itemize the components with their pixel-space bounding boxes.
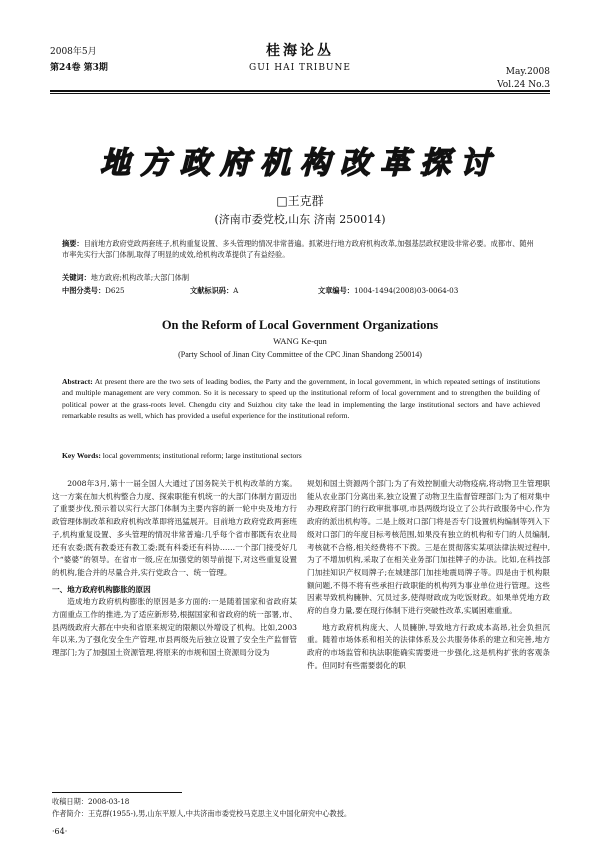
abstract-en-label: Abstract:: [62, 377, 93, 386]
article-title-en: On the Reform of Local Government Organizations: [161, 318, 439, 332]
article-no-label: 文章编号：: [318, 286, 354, 295]
footnote-author-bio: 作者简介：王克群(1955-),男,山东平原人,中共济南市委党校马克思主义中国化研究中心教授。: [52, 809, 352, 818]
abstract-cn-label: 摘要：: [62, 239, 84, 248]
header-rule-thin: [50, 93, 550, 94]
keywords-en-text: local governments; institutional reform; large institutional sectors: [102, 451, 302, 460]
document-code: [190, 285, 238, 296]
doc-code-value: A: [233, 286, 239, 295]
clc-label: 中图分类号：: [62, 286, 106, 295]
article-title-cn: 地方政府机构改革探讨: [100, 146, 500, 181]
footnote-rule: [52, 792, 182, 793]
page-number: ·64·: [52, 827, 68, 836]
header-volume-right: Vol.24 No.3: [497, 80, 550, 90]
body-paragraph: 2008年3月,第十一届全国人大通过了国务院关于机构改革的方案。这一方案在加大机构整合力度、探索职能有机统一的大部门体制方面迈出了重要步伐,预示着以实行大部门体制为主要内容的新一轮中央及地方行政管理体制改革和政府机构改革即将迅猛展开。目前地方政府党政两套班子,机构重复设置、多头管理的情况非常普遍:几乎每个省市都既有农业局还有农委;既有教委还有教工委;既有科委还有科协……一个部门接受好几个“婆婆”的领导。在省市一级,应在加强党的领导前提下,对这些重复设置的机构,能合并的尽量合并,实行党政合一、统一管理。: [52, 479, 297, 577]
doc-code-label: 文献标识码：: [190, 286, 234, 295]
keywords-en: [62, 450, 540, 461]
journal-title-cn: 桂海论丛: [266, 43, 334, 59]
header-date-left: 2008年5月: [50, 47, 97, 57]
footnote-received: 收稿日期：2008-03-18: [52, 797, 130, 806]
author-en: WANG Ke-qun: [273, 336, 327, 346]
journal-title-en: GUI HAI TRIBUNE: [249, 63, 351, 73]
body-paragraph: 造成地方政府机构膨胀的原因是多方面的:一是随着国家和省政府某方面重点工作的推进,为了适应新形势,根据国家和省政府的统一部署,市、县两级政府大都在中央和省原来规定的限额以外增设了机构。比如,2003年以来,为了强化安全生产管理,市县两级先后独立设置了安全生产监督管理部门;为了加强国土资源管理,将原来的市规和国土资源局分设为: [52, 597, 297, 658]
header-volume-left: 第24卷 第3期: [50, 63, 108, 73]
affiliation-en: (Party School of Jinan City Committee of the CPC Jinan Shandong 250014): [178, 350, 422, 359]
author-cn: □王克群: [276, 194, 324, 208]
article-number: [318, 285, 458, 296]
keywords-cn-label: 关键词：: [62, 273, 91, 282]
header-rule-thick: [50, 90, 550, 92]
body-paragraph: 地方政府机构庞大、人员臃肿,导致地方行政成本高昂,社会负担沉重。随着市场体系和相关的法律体系及公共服务体系的建立和完善,地方政府的市场监管和执法职能确实需要进一步强化,这是机构扩张的客观条件。但同时有些需要弱化的职: [307, 622, 550, 670]
abstract-cn-text: 目前地方政府党政两套班子,机构重复设置、多头管理的情况非常普遍。抓紧进行地方政府机构改革,加强基层政权建设非常必要。成都市、随州市率先实行大部门体制,取得了明显的成效,给机构改革提供了有益经验。: [62, 239, 534, 259]
affiliation-cn: (济南市委党校,山东 济南 250014): [214, 213, 386, 226]
article-no-value: 1004-1494(2008)03-0064-03: [353, 286, 459, 295]
section-heading: 一、地方政府机构膨胀的原因: [52, 584, 151, 594]
body-column-left: [52, 478, 297, 660]
abstract-en: [62, 376, 540, 422]
abstract-cn: [62, 238, 540, 260]
clc-value: D625: [105, 286, 125, 295]
keywords-cn: [62, 272, 540, 283]
clc-number: [62, 285, 125, 296]
header-date-right: May.2008: [505, 67, 550, 77]
abstract-en-text: At present there are the two sets of leading bodies, the Party and the government, in local government, in which repeated settings of institutions and multiple management are very common. So it is necessary to speed up the institutional reform of local government and to strengthen the building of political power at the grass-roots level. Chengdu city and Suizhou city take the lead in implementing the large institutional sectors and have achieved remarkable results as well, which has provided a useful experience for the institutional reform.: [62, 377, 541, 421]
body-paragraph: 规划和国土资源两个部门;为了有效控制重大动物疫病,将动物卫生管理职能从农业部门分离出来,独立设置了动物卫生监督管理部门;为了相对集中办理政府部门的行政审批事项,市县两级均设立了公共行政服务中心,作为政府的派出机构等。二是上级对口部门将是否专门设置机构编制等列入下级对口部门的年度目标考核范围,如果没有独立的机构和专门的人员编制,考核就不合格,相关经费将不下拨。三是在贯彻落实某项法律法规过程中,为了不增加机构,采取了在相关业务部门加挂牌子的办法。比如,在科技部门加挂知识产权局牌子;在城建部门加挂地震局牌子等。四是由于机构限额问题,不得不将有些承担行政职能的机构列为事业单位进行管理。这些因素导致机构臃肿、冗员过多,使得财政成为吃饭财政。如果单凭地方政府的自身力量,要在现行体制下进行突破性改革,实属困难重重。: [307, 479, 550, 616]
body-column-right: [307, 478, 550, 673]
keywords-cn-text: 地方政府;机构改革;大部门体制: [90, 273, 190, 282]
keywords-en-label: Key Words:: [62, 451, 101, 460]
